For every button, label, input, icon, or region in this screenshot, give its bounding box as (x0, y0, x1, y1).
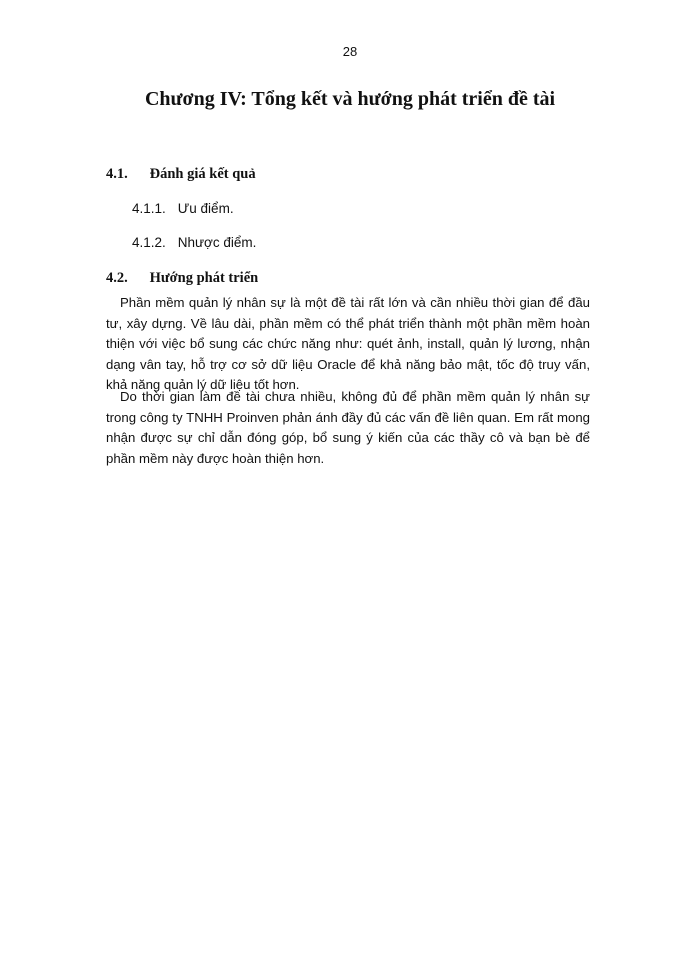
subsection-title: Ưu điểm. (177, 201, 234, 216)
section-number: 4.1. (106, 166, 128, 182)
section-number: 4.2. (106, 270, 128, 286)
subsection-number: 4.1.1. (132, 201, 166, 216)
section-heading-4-1 (106, 166, 256, 183)
chapter-title: Chương IV: Tổng kết và hướng phát triển đề tài (144, 88, 556, 110)
page-number: 28 (342, 44, 358, 59)
subsection-title: Nhược điểm. (177, 235, 257, 250)
section-title: Đánh giá kết quả (149, 166, 256, 182)
subsection-4-1-1 (132, 201, 234, 216)
section-heading-4-2 (106, 270, 258, 287)
paragraph-conclusion: Do thời gian làm đề tài chưa nhiều, không đủ để phần mềm quản lý nhân sự trong công ty TNHH Proinven phản ánh đầy đủ các vấn đề liên quan. Em rất mong nhận được sự chỉ dẫn đóng góp, bổ sung ý kiến của các thầy cô và bạn bè để phần mềm này được hoàn thiện hơn. (106, 389, 590, 466)
subsection-4-1-2 (132, 235, 256, 250)
subsection-number: 4.1.2. (132, 235, 166, 250)
section-title: Hướng phát triển (149, 270, 259, 286)
paragraph-development: Phần mềm quản lý nhân sự là một đề tài rất lớn và cần nhiều thời gian để đầu tư, xây dựng. Về lâu dài, phần mềm có thể phát triển thành một phần mềm hoàn thiện với việc bổ sung các chức năng như: quét ảnh, install, quản lý lương, nhận dạng vân tay, hỗ trợ cơ sở dữ liệu Oracle để khả năng bảo mật, tốc độ truy vấn, khả năng quản lý dữ liệu tốt hơn. (106, 295, 590, 392)
